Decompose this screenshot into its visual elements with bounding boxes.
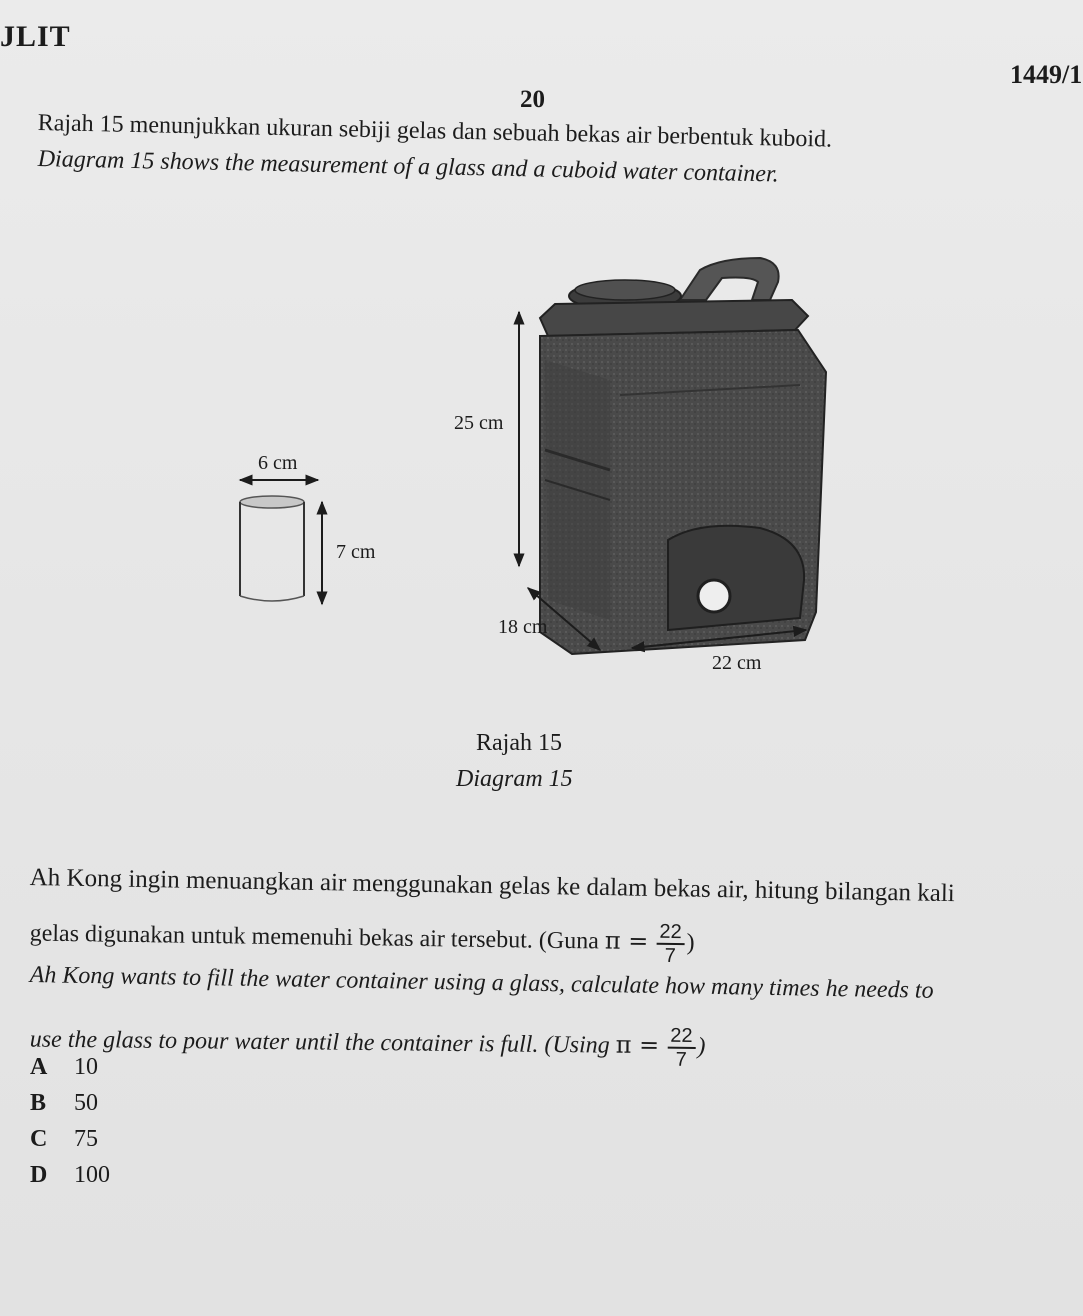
figure-caption-malay: Rajah 15 — [476, 730, 562, 756]
container-drawing — [519, 258, 826, 654]
option-value: 75 — [74, 1126, 98, 1152]
pi-denominator: 7 — [664, 944, 676, 968]
pi-denominator-english: 7 — [675, 1048, 687, 1071]
glass-drawing — [240, 480, 322, 604]
pi-symbol: π = — [604, 926, 649, 956]
close-paren: ) — [686, 929, 695, 956]
glass-diameter-label: 6 cm — [258, 452, 298, 474]
option-label: B — [30, 1090, 47, 1116]
question-malay-line2-text: gelas digunakan untuk memenuhi bekas air tersebut. (Guna — [29, 920, 599, 955]
pi-numerator: 22 — [656, 921, 685, 945]
option-label: D — [30, 1162, 48, 1188]
paper-code: 1449/1 — [1010, 60, 1083, 89]
container-length-label: 22 cm — [712, 652, 762, 674]
glass-height-label: 7 cm — [336, 541, 376, 563]
pi-fraction — [656, 921, 685, 967]
option-value: 100 — [74, 1162, 110, 1188]
container-height-label: 25 cm — [454, 412, 504, 434]
option-label: A — [30, 1054, 48, 1080]
option-c[interactable] — [30, 1126, 98, 1153]
intro-english: Diagram 15 shows the measurement of a glass and a cuboid water container. — [37, 146, 779, 188]
question-malay-line1: Ah Kong ingin menuangkan air menggunakan gelas ke dalam bekas air, hitung bilangan kali — [29, 864, 955, 908]
pi-numerator-english: 22 — [667, 1025, 695, 1049]
pi-symbol-english: π = — [615, 1030, 660, 1060]
page-number: 20 — [520, 86, 545, 113]
figure-caption-english: Diagram 15 — [456, 766, 573, 792]
intro-malay: Rajah 15 menunjukkan ukuran sebiji gelas dan sebuah bekas air berbentuk kuboid. — [37, 110, 833, 153]
option-value: 10 — [74, 1054, 98, 1080]
question-malay-line2 — [29, 912, 695, 967]
question-english-line1: Ah Kong wants to fill the water container using a glass, calculate how many times he needs to — [29, 962, 934, 1004]
pi-fraction-english — [667, 1025, 696, 1071]
option-label: C — [30, 1126, 48, 1152]
option-d[interactable] — [30, 1162, 110, 1189]
question-english-line2-text: use the glass to pour water until the container is full. (Using — [29, 1026, 610, 1059]
option-value: 50 — [74, 1090, 98, 1116]
option-a[interactable] — [30, 1054, 98, 1081]
question-english-line2 — [30, 1018, 706, 1071]
option-b[interactable] — [30, 1090, 98, 1117]
container-width-label: 18 cm — [498, 616, 548, 638]
header-left-text: JLIT — [0, 20, 71, 53]
close-paren-english: ) — [697, 1033, 706, 1060]
